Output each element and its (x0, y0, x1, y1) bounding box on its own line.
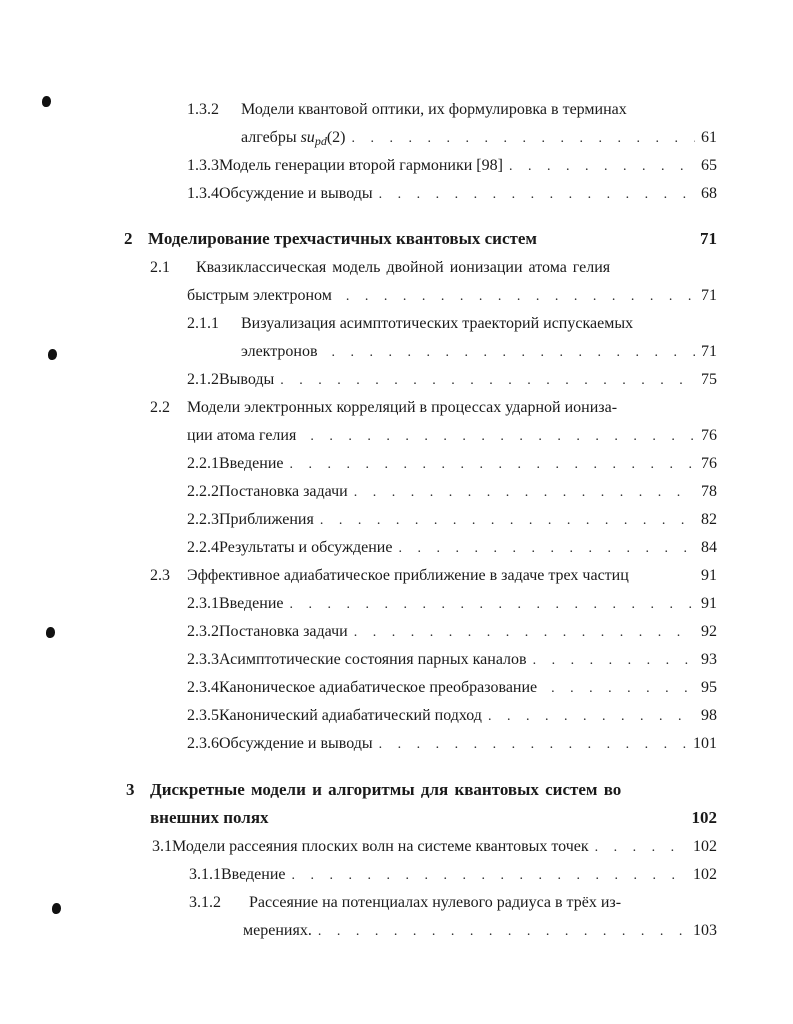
toc-entry-2-1-cont (187, 286, 717, 307)
leader-dots (290, 455, 696, 475)
leader-dots (379, 735, 687, 755)
section-number: 2.2.2 (187, 483, 219, 500)
page-number: 92 (701, 623, 717, 640)
page-number: 76 (701, 455, 717, 472)
leader-dots (509, 157, 695, 177)
section-title: Введение (219, 455, 284, 472)
section-title: Модель генерации второй гармоники [98] (219, 157, 503, 174)
section-title-line1: Квазиклассическая модель двойной ионизации атома гелия (196, 259, 611, 276)
toc-entry-2-1-1[interactable] (187, 314, 717, 334)
leader-dots (488, 707, 695, 727)
page-number: 102 (691, 808, 717, 827)
section-title-line2: ции атома гелия (187, 427, 297, 444)
toc-entry-2-1[interactable] (150, 258, 717, 278)
section-title-line2: быстрым электроном (187, 287, 332, 304)
leader-dots (292, 866, 688, 886)
section-title-line1: Модели электронных корреляций в процессах ударной иониза- (187, 399, 618, 416)
section-title: Обсуждение и выводы (219, 735, 373, 752)
toc-entry-3-1-2-cont (243, 921, 717, 942)
toc-entry-2-3-3[interactable] (187, 650, 717, 671)
binding-hole-mark (48, 349, 57, 360)
page-number: 98 (701, 707, 717, 724)
section-number: 2.3.5 (187, 707, 219, 724)
section-number: 2.3.2 (187, 623, 219, 640)
toc-entry-2-3[interactable] (150, 566, 717, 586)
page-number: 101 (693, 735, 717, 752)
toc-entry-2-3-5[interactable] (187, 706, 717, 727)
toc-chapter-3[interactable] (126, 780, 717, 800)
toc-entry-2-3-1[interactable] (187, 594, 717, 615)
page-number: 82 (701, 511, 717, 528)
page-number: 71 (701, 287, 717, 304)
leader-dots (318, 922, 687, 942)
section-title: Обсуждение и выводы (219, 185, 373, 202)
leader-dots (354, 623, 695, 643)
page-number: 102 (693, 866, 717, 883)
section-number: 2.2.3 (187, 511, 219, 528)
math-arg: (2) (326, 129, 346, 146)
leader-dots (551, 679, 695, 699)
toc-entry-2-2-cont (187, 426, 717, 447)
toc-chapter-3-cont (150, 808, 717, 828)
section-number: 2.3.1 (187, 595, 219, 612)
toc-entry-2-3-4[interactable] (187, 678, 717, 699)
leader-dots (280, 371, 695, 391)
section-number: 2.3.3 (187, 651, 219, 668)
binding-hole-mark (42, 96, 51, 107)
section-title: Асимптотические состояния парных каналов (219, 651, 527, 668)
page-number: 78 (701, 483, 717, 500)
section-title: Введение (219, 595, 284, 612)
toc-chapter-2[interactable] (124, 229, 717, 249)
chapter-title-line1: Дискретные модели и алгоритмы для квантовых систем во (150, 780, 622, 799)
page-number: 71 (701, 343, 717, 360)
section-title: Модели рассеяния плоских волн на системе квантовых точек (172, 838, 589, 855)
toc-entry-2-3-2[interactable] (187, 622, 717, 643)
section-title-line1: Визуализация асимптотических траекторий испускаемых (241, 315, 634, 332)
page-number: 103 (693, 922, 717, 939)
section-number: 2.3.6 (187, 735, 219, 752)
section-title: Эффективное адиабатическое приближение в задаче трех частиц (187, 567, 629, 584)
section-title: Введение (221, 866, 286, 883)
section-title-line2 (241, 128, 345, 151)
leader-dots (354, 483, 695, 503)
toc-entry-3-1[interactable] (152, 837, 717, 858)
toc-entry-2-1-1-cont (241, 342, 717, 363)
binding-hole-mark (46, 627, 55, 638)
section-title: Канонический адиабатический подход (219, 707, 482, 724)
section-number: 1.3.3 (187, 157, 219, 174)
toc-entry-1-3-2-cont (241, 128, 717, 151)
section-title-line2: электронов (241, 343, 318, 360)
toc-entry-1-3-2[interactable] (187, 100, 717, 120)
page-number: 91 (701, 595, 717, 612)
page-number: 91 (701, 567, 717, 584)
page-number: 75 (701, 371, 717, 388)
toc-entry-2-2-1[interactable] (187, 454, 717, 475)
section-number: 2.3 (150, 567, 170, 584)
section-number: 2.1.1 (187, 315, 219, 332)
leader-dots (346, 287, 695, 307)
section-title: Постановка задачи (219, 623, 348, 640)
section-number: 2.2.1 (187, 455, 219, 472)
page-number: 61 (701, 129, 717, 146)
leader-dots (533, 651, 695, 671)
page-number: 84 (701, 539, 717, 556)
leader-dots (310, 427, 695, 447)
toc-entry-2-2-2[interactable] (187, 482, 717, 503)
section-number: 2.2.4 (187, 539, 219, 556)
section-title-line2: мерениях. (243, 922, 312, 939)
leader-dots (595, 838, 687, 858)
leader-dots (320, 511, 695, 531)
section-number: 3.1.1 (189, 866, 221, 883)
math-su: su (300, 129, 315, 146)
section-title: Постановка задачи (219, 483, 348, 500)
page-number: 95 (701, 679, 717, 696)
section-title: Результаты и обсуждение (219, 539, 393, 556)
section-title: Выводы (219, 371, 275, 388)
toc-entry-2-2-3[interactable] (187, 510, 717, 531)
section-title: Приближения (219, 511, 314, 528)
chapter-number: 3 (126, 780, 135, 799)
toc-entry-1-3-3[interactable] (187, 156, 717, 177)
section-number: 2.1 (150, 259, 170, 276)
toc-entry-2-2[interactable] (150, 398, 717, 418)
toc-entry-2-1-2[interactable] (187, 370, 717, 391)
section-number: 1.3.4 (187, 185, 219, 202)
leader-dots (290, 595, 696, 615)
section-number: 2.1.2 (187, 371, 219, 388)
toc-entry-3-1-2[interactable] (189, 893, 717, 913)
section-number: 1.3.2 (187, 101, 219, 118)
section-number: 2.3.4 (187, 679, 219, 696)
page-number: 93 (701, 651, 717, 668)
page-number: 102 (693, 838, 717, 855)
toc-entry-1-3-4[interactable] (187, 184, 717, 205)
algebra-prefix: алгебры (241, 129, 301, 146)
chapter-number: 2 (124, 229, 133, 248)
section-number: 2.2 (150, 399, 170, 416)
page-number: 76 (701, 427, 717, 444)
leader-dots (332, 343, 695, 363)
leader-dots (398, 539, 695, 559)
toc-entry-3-1-1[interactable] (189, 865, 717, 886)
section-number: 3.1 (152, 838, 172, 855)
page-number: 65 (701, 157, 717, 174)
section-title-line1: Модели квантовой оптики, их формулировка в терминах (241, 101, 627, 118)
section-title-line1: Рассеяние на потенциалах нулевого радиуса в трёх из- (249, 894, 622, 911)
section-number: 3.1.2 (189, 894, 221, 911)
binding-hole-mark (52, 903, 61, 914)
chapter-title-line2: внешних полях (150, 808, 269, 827)
math-subscript: pd (314, 134, 327, 148)
page-number: 68 (701, 185, 717, 202)
leader-dots (379, 185, 695, 205)
chapter-title: Моделирование трехчастичных квантовых систем (148, 229, 537, 248)
toc-entry-2-3-6[interactable] (187, 734, 717, 755)
leader-dots (351, 129, 695, 149)
section-title: Каноническое адиабатическое преобразование (219, 679, 538, 696)
toc-entry-2-2-4[interactable] (187, 538, 717, 559)
page-number: 71 (700, 229, 717, 248)
